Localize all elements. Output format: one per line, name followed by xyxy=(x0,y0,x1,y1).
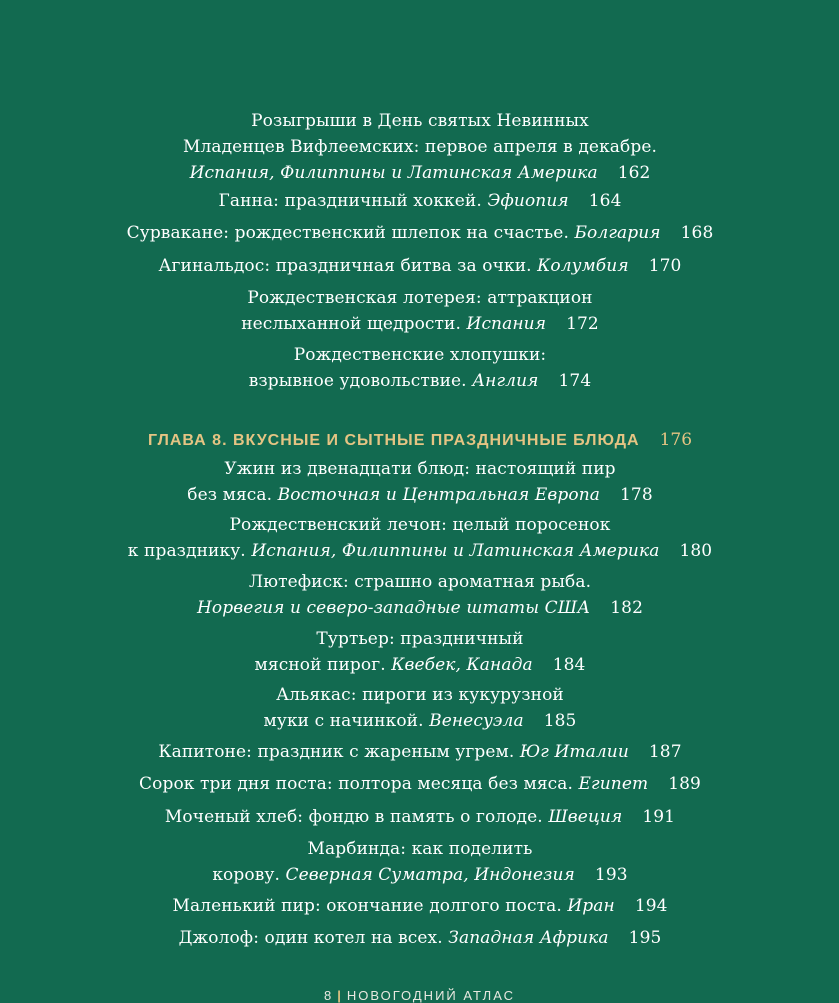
entry-page-number: 195 xyxy=(628,928,662,948)
entry-place: Норвегия и северо-западные штаты США xyxy=(197,598,591,618)
entry-title-line: Ужин из двенадцати блюд: настоящий пир xyxy=(224,459,616,479)
entry-last-line xyxy=(60,652,780,678)
entry-page-number: 174 xyxy=(558,371,592,391)
entry-page-number: 178 xyxy=(619,485,653,505)
chapter-title: ГЛАВА 8. ВКУСНЫЕ И СЫТНЫЕ ПРАЗДНИЧНЫЕ БЛЮДА xyxy=(147,432,640,449)
entry-last-line xyxy=(60,804,780,830)
footer-book-title: НОВОГОДНИЙ АТЛАС xyxy=(346,988,515,1003)
toc-entry xyxy=(60,569,780,621)
entry-last-line xyxy=(60,253,780,279)
entry-title-line: Марбинда: как поделить xyxy=(307,839,533,859)
entry-title: Ганна: праздничный хоккей. xyxy=(218,191,482,211)
entry-last-line xyxy=(60,862,780,888)
entry-title-line: Лютефиск: страшно ароматная рыба. xyxy=(248,572,592,592)
entry-page-number: 189 xyxy=(668,774,701,794)
toc-entry xyxy=(60,925,780,951)
entry-title: корову. xyxy=(212,865,280,885)
entry-place: Испания xyxy=(466,314,547,334)
entry-place: Северная Суматра, Индонезия xyxy=(285,865,575,885)
entry-page-number: 180 xyxy=(679,541,713,561)
entry-last-line xyxy=(60,925,780,951)
entry-title: к празднику. xyxy=(127,541,246,561)
toc-entry xyxy=(60,836,780,888)
entry-page-number: 168 xyxy=(680,223,714,243)
entry-title: взрывное удовольствие. xyxy=(248,371,467,391)
entry-place: Иран xyxy=(567,896,615,916)
entry-last-line xyxy=(60,595,780,621)
toc-entry xyxy=(60,188,780,214)
footer-page-number: 8 xyxy=(324,988,334,1003)
entry-last-line xyxy=(60,739,780,765)
entry-place: Англия xyxy=(472,371,539,391)
entry-page-number: 187 xyxy=(648,742,682,762)
entry-last-line xyxy=(60,482,780,508)
entry-title: Агинальдос: праздничная битва за очки. xyxy=(158,256,532,276)
toc-entry xyxy=(60,342,780,394)
toc-entry xyxy=(60,893,780,919)
entry-place: Квебек, Канада xyxy=(391,655,533,675)
entry-last-line xyxy=(60,368,780,394)
entry-page-number: 194 xyxy=(634,896,668,916)
entry-title-line: Рождественская лотерея: аттракцион xyxy=(247,288,593,308)
toc-entry xyxy=(60,220,780,246)
entry-title-line: Розыгрыши в День святых Невинных xyxy=(251,111,589,131)
entry-page-number: 162 xyxy=(617,163,651,183)
entry-place: Юг Италии xyxy=(519,742,629,762)
entry-place: Колумбия xyxy=(537,256,629,276)
entry-title-line: Рождественские хлопушки: xyxy=(293,345,547,365)
entry-page-number: 193 xyxy=(594,865,628,885)
entry-last-line xyxy=(60,708,780,734)
entry-last-line xyxy=(60,538,780,564)
entry-place: Египет xyxy=(578,774,649,794)
entry-page-number: 185 xyxy=(543,711,577,731)
footer-separator: | xyxy=(337,988,343,1003)
toc-entry xyxy=(60,682,780,734)
entry-place: Эфиопия xyxy=(487,191,569,211)
entry-title-line: Младенцев Вифлеемских: первое апреля в декабре. xyxy=(182,137,658,157)
entry-place: Испания, Филиппины и Латинская Америка xyxy=(251,541,660,561)
entry-page-number: 172 xyxy=(566,314,599,334)
entry-last-line xyxy=(60,160,780,186)
entry-last-line xyxy=(60,771,780,797)
toc-entry xyxy=(60,512,780,564)
toc-entry xyxy=(60,771,780,797)
entry-page-number: 164 xyxy=(588,191,622,211)
entry-title-line: Туртьер: праздничный xyxy=(316,629,524,649)
entry-title-line: Рождественский лечон: целый поросенок xyxy=(229,515,611,535)
entry-title: Сорок три дня поста: полтора месяца без мяса. xyxy=(139,774,574,794)
toc-entry xyxy=(60,739,780,765)
entry-title: Сурвакане: рождественский шлепок на счастье. xyxy=(126,223,569,243)
entry-place: Восточная и Центральная Европа xyxy=(277,485,600,505)
entry-page-number: 182 xyxy=(610,598,643,618)
toc-entry xyxy=(60,456,780,508)
entry-place: Испания, Филиппины и Латинская Америка xyxy=(189,163,598,183)
entry-title: Маленький пир: окончание долгого поста. xyxy=(172,896,562,916)
entry-page-number: 184 xyxy=(552,655,586,675)
entry-place: Болгария xyxy=(574,223,661,243)
entry-title: муки с начинкой. xyxy=(263,711,424,731)
toc-entry xyxy=(60,253,780,279)
toc-entry xyxy=(60,804,780,830)
toc-entry xyxy=(60,626,780,678)
entry-title: неслыханной щедрости. xyxy=(241,314,461,334)
entry-last-line xyxy=(60,893,780,919)
entry-place: Западная Африка xyxy=(448,928,609,948)
entry-title: мясной пирог. xyxy=(254,655,386,675)
entry-place: Венесуэла xyxy=(429,711,524,731)
entry-page-number: 191 xyxy=(642,807,676,827)
chapter-page-number: 176 xyxy=(659,430,693,450)
entry-title: Джолоф: один котел на всех. xyxy=(178,928,443,948)
entry-place: Швеция xyxy=(548,807,623,827)
entry-title: без мяса. xyxy=(187,485,273,505)
entry-last-line xyxy=(60,311,780,337)
entry-page-number: 170 xyxy=(648,256,682,276)
toc-entry xyxy=(60,108,780,186)
chapter-heading xyxy=(60,428,780,453)
entry-last-line xyxy=(60,220,780,246)
toc-entry xyxy=(60,285,780,337)
entry-title-line: Альякас: пироги из кукурузной xyxy=(276,685,564,705)
entry-title: Моченый хлеб: фондю в память о голоде. xyxy=(164,807,543,827)
entry-last-line xyxy=(60,188,780,214)
entry-title: Капитоне: праздник с жареным угрем. xyxy=(158,742,515,762)
